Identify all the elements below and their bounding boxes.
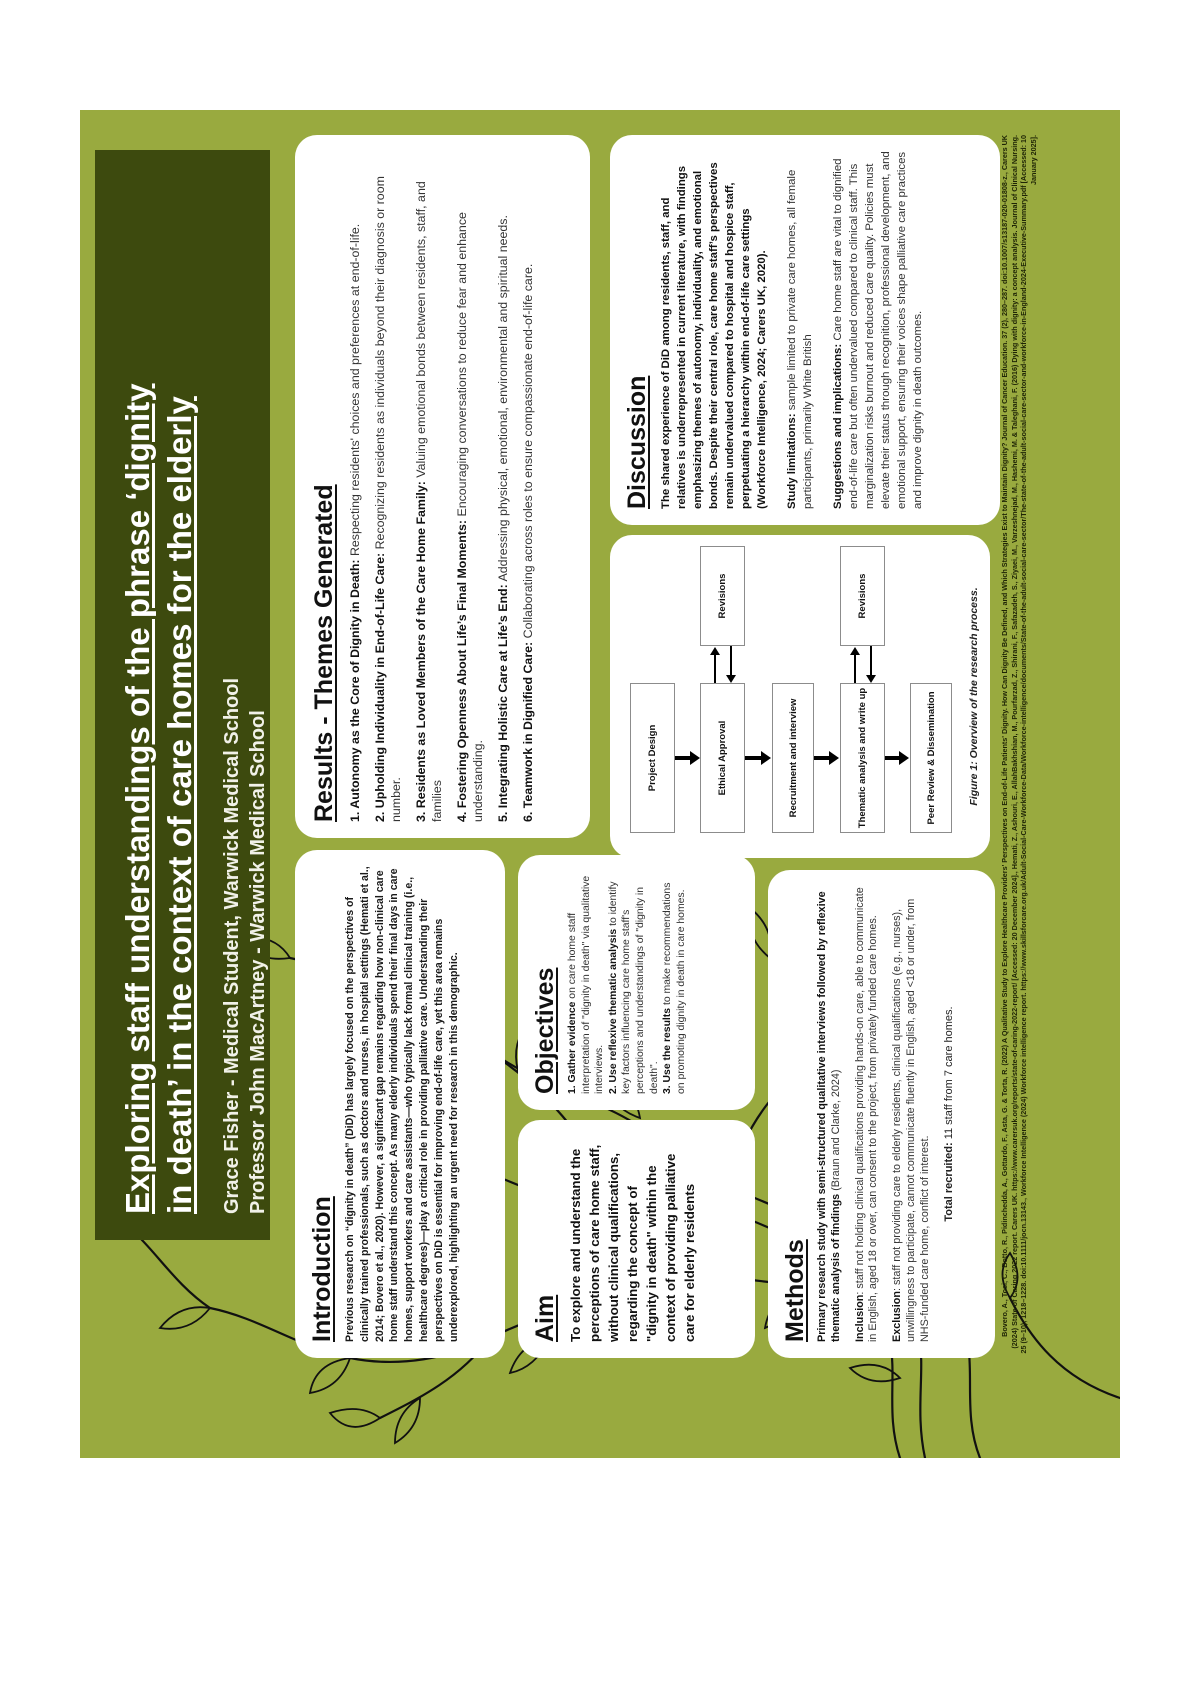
poster [80,110,1120,1458]
introduction-body: Previous research on “dignity in death” (DiD) has largely focused on the perspectives of clinically trained professionals, such as doctors and nurses, in hospital settings (Hemati et al., 2014; Bovero et al., 2020). However, a significant gap remains regarding how non-clinical care home staff understand this concept. As many elderly individuals spend their final days in care homes, support workers and care assistants—who typically lack formal clinical training (i.e., healthcare degrees)—play a critical role in providing palliative care. Understanding their perspectives on DiD is essential for improving end-of-life care, yet this area remains underexplored, highlighting an urgent need for research in this demographic. [344,866,460,1342]
total-recruited-value: 11 staff from 7 care homes. [942,1006,955,1143]
theme-item [495,151,511,822]
total-recruited [943,886,955,1342]
theme-item [372,151,404,822]
title-banner [95,150,270,1240]
aim-card [518,1120,755,1358]
theme-title: 6. Teamwork in Dignified Care: [521,641,535,822]
methods-heading: Methods [781,1239,809,1342]
theme-item [347,151,363,822]
flow-step-project-design: Project Design [630,683,675,833]
arrowhead-icon [690,751,700,765]
flow-step-recruitment: Recruitment and interview [772,683,814,833]
objective-text: to identify key factors influencing care home staff's perceptions and understandings of "dignity in death". [607,881,660,1094]
discussion-body: The shared experience of DiD among residents, staff, and relatives is underrepresented in current literature, with findings emphasizing themes of autonomy, individuality, and emotional bonds. Despite their central role, care home staff’s perspectives remain undervalued compared to hospital and hospice staff, perpetuating a hierarchy within end-of-life care settings (Workforce Intelligence, 2024; Carers UK, 2020). [660,162,768,509]
flow-step-ethical-approval: Ethical Approval [700,683,745,833]
methods-card [768,870,995,1358]
methods-design-citation: (Braun and Clarke, 2024) [829,1069,842,1194]
theme-desc: Respecting residents' choices and preferences at end-of-life. [348,223,362,560]
theme-item [520,151,536,822]
arrow-left-icon [730,646,732,675]
arrowhead-icon [850,647,860,655]
arrow-down-icon [885,756,900,760]
objective-bold: 3. Use the results [662,1007,674,1094]
limitations-label: Study limitations: [786,413,798,509]
objective-bold: 1. Gather evidence [567,1001,578,1094]
flow-step-thematic-analysis: Thematic analysis and write up [840,683,885,833]
poster-title-line-1: Exploring staff understandings of the phrase ‘dignity [119,383,156,1214]
discussion-card [610,135,1000,525]
introduction-heading: Introduction [308,1196,336,1342]
inclusion-text: : staff not holding clinical qualifications providing hands-on care, able to communicate in English, aged 18 or over, can consent to the project, from privately funded care homes. [853,887,880,1342]
suggestions-implications [830,151,926,509]
theme-item [413,151,445,822]
theme-item [454,151,486,822]
exclusion-text: : staff not providing care to elderly residents, clinical qualifications (e.g., nurses), unwillingness to participate, cannot communicate fluently in English, aged <18 or under, from NHS-funded care home, conflict of interest. [891,898,931,1342]
methods-design-bold: Primary research study with semi-structured qualitative interviews followed by reflexive thematic analysis of findings [816,891,842,1342]
arrowhead-icon [899,751,909,765]
theme-title: 5. Integrating Holistic Care at Life’s End: [496,584,510,822]
objectives-heading: Objectives [531,967,559,1094]
theme-desc: Collaborating across roles to ensure compassionate end-of-life care. [521,263,535,642]
theme-title: 1. Autonomy as the Core of Dignity in Death: [348,559,362,822]
objective-bold: 2. Use reflexive thematic analysis [607,928,619,1094]
theme-desc: Encouraging conversations to reduce fear and enhance understanding. [455,212,485,822]
author-2: Professor John MacArtney - Warwick Medical School [247,710,269,1214]
theme-title: 3. Residents as Loved Members of the Care Home Family: [414,481,428,822]
theme-title: 4. Fostering Openness About Life’s Final Moments: [455,520,469,822]
objective-item [566,871,607,1094]
flow-revisions-2: Revisions [840,546,885,646]
suggestions-label: Suggestions and implications: [832,343,844,509]
exclusion-label: Exclusion [891,1290,904,1342]
arrow-down-icon [814,756,830,760]
flow-step-peer-review: Peer Review & Dissemination [910,683,952,833]
suggestions-text: Care home staff are vital to dignified end-of-life care but often undervalued compared to clinical staff. This marginalization risks burnout and reduced care quality. Policies must elevate their status through recognition, professional development, and emotional support, ensuring their voices shape palliative care practices and improve dignity in death outcomes. [832,151,924,509]
arrow-right-icon [854,653,856,683]
arrowhead-icon [761,751,771,765]
arrowhead-icon [829,751,839,765]
methods-inclusion [854,886,882,1342]
theme-title: 2. Upholding Individuality in End-of-Life Care: [373,552,387,822]
references: Bovero, A., Tosi, C., Botto, R., Pidinchedda, A., Gottardo, F., Asta, G. & Torta, R. (2022) A Qualitative Study to Explore Healthcare Providers' Perspectives on End-of-Life Patients' Dignity. How Can Dignity Be Defined, and Which Strategies Exist to Maintain Dignity? Journal of Cancer Education. 37 (2), 280–287. doi:10.1007/s13187-020-01808-z., Carers UK (2024) State of Caring 2022 report. Carers UK. https://www.carersuk.org/reports/state-of-caring-2022-report/ [Accessed: 20 December 2024]., Hemati, Z., Ashouri, E., AllahBakhshian, M., Pourfarzad, Z., Shirani, F., Safazadeh, S., Ziyaei, M., Varzeshnejad, M., Hashemi, M. & Taleghani, F. (2016) Dying with dignity: a concept analysis. Journal of Clinical Nursing. 25 (9–10), 1218–1228. doi:10.1111/jocn.13143., Workforce Intelligence (2024) Workforce intelligence report. https://www.skillsforcare.org.uk/Adult-Social-Care-Workforce-Data/Workforce-intelligence/documents/State-of-the-adult-social-care-sector/The-state-of-the-adult-social-care-sector-and-workforce-in-England-2024-Executive-Summary.pdf [Accessed: 10 January 2025]. [1000,135,1038,1354]
objective-text: to make recommendations on promoting dignity in death in care homes. [662,882,687,1094]
aim-body: To explore and understand the perceptions of care home staff, without clinical qualifications, regarding the concept of "dignity in death" within the context of providing palliative care for elderly residents [568,1144,697,1342]
objective-item [607,871,661,1094]
arrowhead-icon [710,647,720,655]
arrow-left-icon [870,646,872,675]
objectives-card [518,855,755,1110]
poster-title-line-2: in death’ in the context of care homes for the elderly [161,396,198,1214]
results-heading: Results - Themes Generated [310,484,338,822]
theme-desc: Recognizing residents as individuals beyond their diagnosis or room number. [373,176,403,822]
theme-desc: Addressing physical, emotional, environmental and spiritual needs. [496,215,510,585]
arrow-down-icon [675,756,691,760]
arrowhead-icon [726,675,736,683]
discussion-heading: Discussion [623,375,651,509]
methods-design [816,886,844,1342]
aim-heading: Aim [531,1294,559,1342]
author-1: Grace Fisher - Medical Student, Warwick Medical School [221,677,243,1214]
results-card [295,135,590,838]
inclusion-label: Inclusion [853,1294,866,1342]
theme-desc: Valuing emotional bonds between residents, staff, and families [414,181,444,822]
objective-item [661,871,688,1094]
methods-exclusion [891,886,932,1342]
flowchart-card [610,535,990,858]
figure-caption: Figure 1: Overview of the research process. [968,587,980,806]
objective-text: on care home staff interpretation of "dignity in death" via qualitative interviews. [567,875,606,1094]
limitations-text: sample limited to private care homes, all female participants, primarily White British [786,169,814,509]
total-recruited-label: Total recruited: [942,1142,955,1222]
arrow-down-icon [745,756,762,760]
arrowhead-icon [866,675,876,683]
flow-revisions-1: Revisions [700,546,745,646]
arrow-right-icon [714,653,716,683]
introduction-card [295,850,505,1358]
study-limitations [784,151,816,509]
